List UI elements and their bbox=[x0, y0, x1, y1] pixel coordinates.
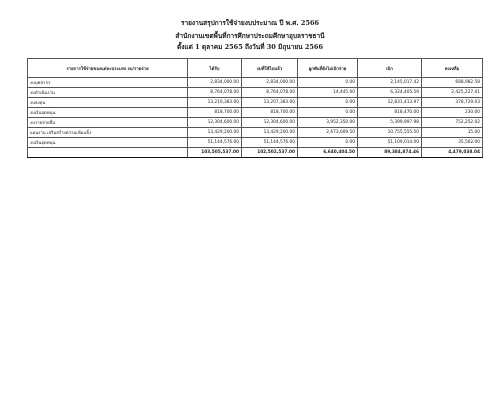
report-organization: สำนักงานเขตพื้นที่การศึกษาประถมศึกษาอุบลราชธานี bbox=[175, 32, 325, 40]
total-committed: 6,640,404.50 bbox=[298, 148, 358, 158]
table-row bbox=[28, 78, 483, 88]
cell-name: งบดำเนินงาน bbox=[28, 88, 188, 98]
cell-disbursed: 10,755,555.50 bbox=[358, 128, 422, 138]
total-balance: 4,479,038.04 bbox=[422, 148, 483, 158]
cell-disbursed: 5,399,997.98 bbox=[358, 118, 422, 128]
table-row bbox=[28, 88, 483, 98]
column-header-allocated: งบที่ใช้ไปแล้ว bbox=[242, 59, 298, 78]
cell-balance: 35,562.00 bbox=[422, 138, 483, 148]
column-header-disbursed: เบิก bbox=[358, 59, 422, 78]
total-disbursed: 89,384,874.46 bbox=[358, 148, 422, 158]
report-period: ตั้งแต่ 1 ตุลาคม 2565 ถึงวันที่ 30 มิถุนายน 2566 bbox=[177, 43, 323, 51]
cell-disbursed: 818,470.00 bbox=[358, 108, 422, 118]
column-header-balance: คงเหลือ bbox=[422, 59, 483, 78]
cell-committed: 0.00 bbox=[298, 138, 358, 148]
cell-received: 12,304,600.00 bbox=[188, 118, 242, 128]
cell-disbursed: 2,145,017.42 bbox=[358, 78, 422, 88]
cell-name: งบรายจ่ายอื่น bbox=[28, 118, 188, 128]
cell-committed: 0.00 bbox=[298, 78, 358, 88]
cell-received: 13,429,200.00 bbox=[188, 128, 242, 138]
cell-allocated: 8,764,078.00 bbox=[242, 88, 298, 98]
cell-disbursed: 12,831,413.97 bbox=[358, 98, 422, 108]
cell-received: 51,144,576.00 bbox=[188, 138, 242, 148]
total-label bbox=[28, 148, 188, 158]
total-received: 103,505,537.00 bbox=[188, 148, 242, 158]
cell-balance: 2,425,227.41 bbox=[422, 88, 483, 98]
cell-allocated: 2,834,000.00 bbox=[242, 78, 298, 88]
cell-allocated: 818,700.00 bbox=[242, 108, 298, 118]
total-row bbox=[28, 148, 483, 158]
table-row bbox=[28, 98, 483, 108]
cell-disbursed: 6,324,405.59 bbox=[358, 88, 422, 98]
table-row bbox=[28, 118, 483, 128]
cell-committed: 0.00 bbox=[298, 98, 358, 108]
cell-name: แผนงาน เสริมสร้างความเข้มแข็ง bbox=[28, 128, 188, 138]
cell-name: งบลงทุน bbox=[28, 98, 188, 108]
cell-committed: 3,952,350.00 bbox=[298, 118, 358, 128]
cell-balance: 688,982.58 bbox=[422, 78, 483, 88]
budget-table bbox=[27, 58, 483, 158]
cell-balance: 378,729.03 bbox=[422, 98, 483, 108]
cell-allocated: 13,429,200.00 bbox=[242, 128, 298, 138]
cell-allocated: 51,144,576.00 bbox=[242, 138, 298, 148]
column-header-item: รายการใช้จ่ายของแต่ละประเภท งบ/รายจ่าย bbox=[28, 59, 188, 78]
cell-received: 818,700.00 bbox=[188, 108, 242, 118]
cell-disbursed: 51,109,014.00 bbox=[358, 138, 422, 148]
cell-allocated: 12,304,600.00 bbox=[242, 118, 298, 128]
column-header-committed: ผูกพันที่ยังไม่เบิกจ่าย bbox=[298, 59, 358, 78]
cell-received: 2,834,000.00 bbox=[188, 78, 242, 88]
cell-name: งบเงินอุดหนุน bbox=[28, 108, 188, 118]
cell-allocated: 13,207,383.00 bbox=[242, 98, 298, 108]
cell-committed: 2,673,609.50 bbox=[298, 128, 358, 138]
table-row bbox=[28, 128, 483, 138]
cell-received: 8,764,078.00 bbox=[188, 88, 242, 98]
cell-committed: 0.00 bbox=[298, 108, 358, 118]
cell-committed: 14,445.00 bbox=[298, 88, 358, 98]
table-header-row bbox=[28, 59, 483, 78]
cell-received: 13,210,383.00 bbox=[188, 98, 242, 108]
cell-balance: 230.00 bbox=[422, 108, 483, 118]
cell-balance: 35.00 bbox=[422, 128, 483, 138]
cell-name: งบเงินอุดหนุน bbox=[28, 138, 188, 148]
table-row bbox=[28, 108, 483, 118]
report-title: รายงานสรุปการใช้จ่ายงบประมาณ ปี พ.ศ. 2566 bbox=[180, 19, 320, 27]
cell-name: งบบุคลากร bbox=[28, 78, 188, 88]
table-row bbox=[28, 138, 483, 148]
column-header-received: ได้รับ bbox=[188, 59, 242, 78]
total-allocated: 102,502,537.00 bbox=[242, 148, 298, 158]
cell-balance: 752,252.02 bbox=[422, 118, 483, 128]
